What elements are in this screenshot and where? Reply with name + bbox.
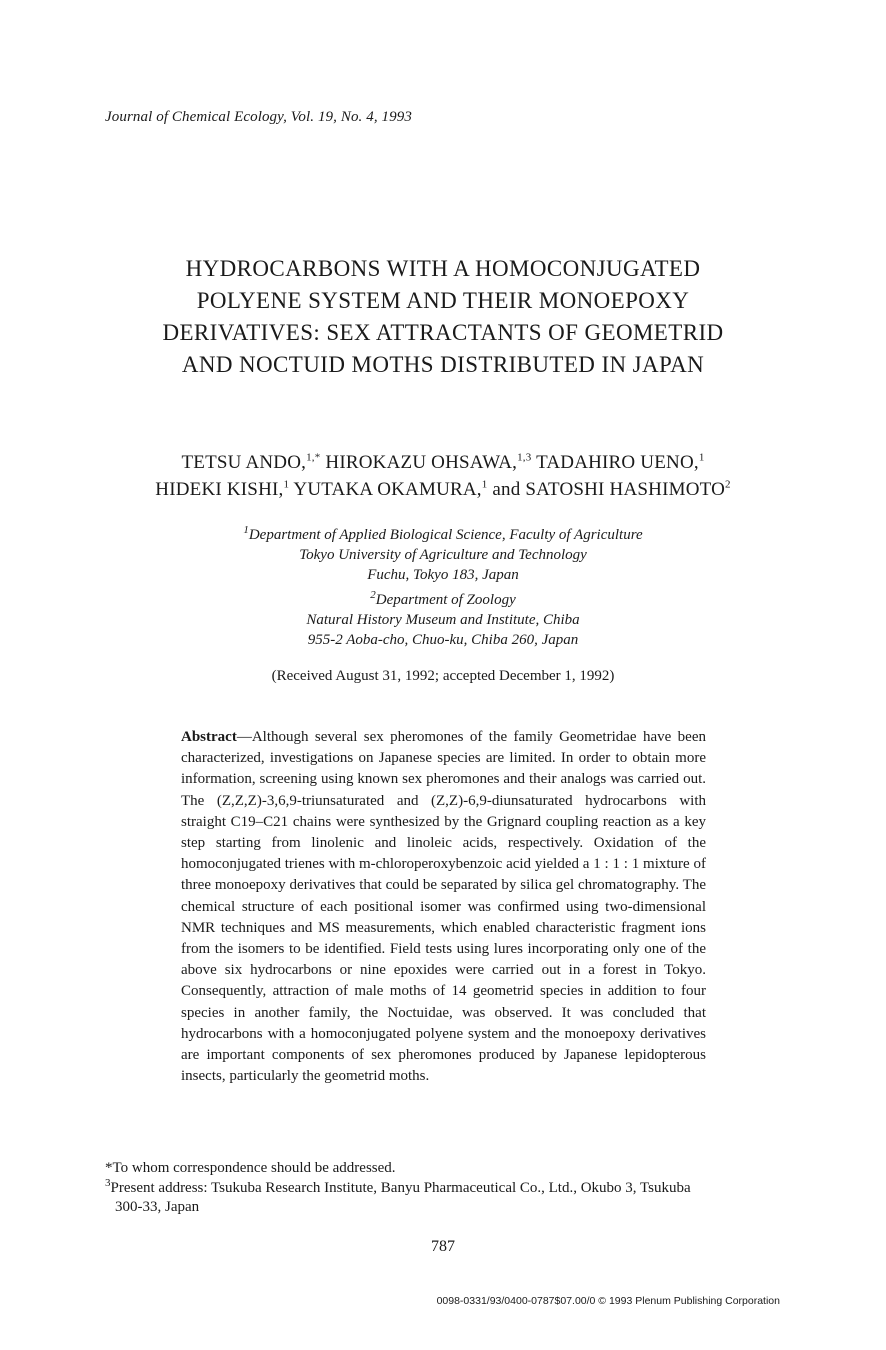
page-number: 787 bbox=[431, 1238, 455, 1255]
author-list bbox=[60, 449, 826, 503]
author-name: SATOSHI HASHIMOTO bbox=[525, 479, 725, 500]
affiliation-1-line-3: Fuchu, Tokyo 183, Japan bbox=[367, 567, 519, 583]
copyright-line: 0098-0331/93/0400-0787$07.00/0 © 1993 Plenum Publishing Corporation bbox=[436, 1295, 780, 1307]
title-line-3: DERIVATIVES: SEX ATTRACTANTS OF GEOMETRID bbox=[162, 320, 724, 345]
affiliation-2-line-1 bbox=[60, 590, 826, 610]
affiliation-2-line-3: 955-2 Aoba-cho, Chuo-ku, Chiba 260, Japan bbox=[307, 632, 579, 648]
affiliation-mark: 1 bbox=[243, 524, 249, 536]
footnote-present-address bbox=[105, 1176, 785, 1199]
affiliation-text: Department of Zoology bbox=[375, 592, 516, 608]
author-affiliation-mark: 2 bbox=[725, 478, 731, 491]
author-affiliation-mark: 1 bbox=[481, 478, 488, 491]
author-affiliation-mark: 1,3 bbox=[517, 451, 532, 464]
author-conjunction: and bbox=[492, 479, 521, 500]
affiliation-1-line-2: Tokyo University of Agriculture and Technology bbox=[299, 547, 587, 563]
footnote-correspondence bbox=[105, 1159, 785, 1179]
footnote-mark: 3 bbox=[105, 1176, 111, 1189]
footnote-text: Present address: Tsukuba Research Institute, Banyu Pharmaceutical Co., Ltd., Okubo 3, Tsukuba bbox=[110, 1179, 691, 1196]
affiliation-2-line-2: Natural History Museum and Institute, Chiba bbox=[306, 612, 580, 628]
footnote-mark: * bbox=[105, 1160, 113, 1176]
author-affiliation-mark: 1 bbox=[698, 451, 705, 464]
footnote-text: To whom correspondence should be addressed. bbox=[112, 1160, 396, 1176]
journal-citation: Journal of Chemical Ecology, Vol. 19, No. 4, 1993 bbox=[105, 109, 412, 125]
article-title bbox=[60, 253, 826, 381]
abstract bbox=[181, 727, 706, 1087]
footnote-present-address-cont: 300-33, Japan bbox=[115, 1199, 200, 1215]
author-name: HIDEKI KISHI, bbox=[155, 479, 284, 500]
abstract-label: Abstract bbox=[181, 729, 237, 745]
received-dates: (Received August 31, 1992; accepted December 1, 1992) bbox=[271, 668, 615, 684]
title-line-4: AND NOCTUID MOTHS DISTRIBUTED IN JAPAN bbox=[181, 352, 705, 377]
affiliation-mark: 2 bbox=[370, 589, 376, 601]
title-line-2: POLYENE SYSTEM AND THEIR MONOEPOXY bbox=[196, 288, 690, 313]
title-line-1: HYDROCARBONS WITH A HOMOCONJUGATED bbox=[185, 256, 701, 281]
affiliation-text: Department of Applied Biological Science, Faculty of Agriculture bbox=[248, 527, 643, 543]
author-line-2 bbox=[60, 476, 826, 503]
author-affiliation-mark: 1 bbox=[283, 478, 290, 491]
author-name: TADAHIRO UENO, bbox=[536, 452, 699, 473]
author-name: YUTAKA OKAMURA, bbox=[293, 479, 482, 500]
author-name: TETSU ANDO, bbox=[181, 452, 307, 473]
author-affiliation-mark: 1,* bbox=[306, 451, 321, 464]
footnotes bbox=[105, 1159, 785, 1218]
abstract-text: —Although several sex pheromones of the family Geometridae have been characterized, investigations on Japanese species are limited. In order to obtain more information, screening using known sex pheromones and their analogs was carried out. The (Z,Z,Z)-3,6,9-triunsaturated and (Z,Z)-6,9-diunsaturated hydrocarbons with straight C19–C21 chains were synthesized by the Grignard coupling reaction as a key step starting from linolenic and linoleic acids, respectively. Oxidation of the homoconjugated trienes with m-chloroperoxybenzoic acid yielded a 1 : 1 : 1 mixture of three monoepoxy derivatives that could be separated by silica gel chromatography. The chemical structure of each positional isomer was confirmed using two-dimensional NMR techniques and MS measurements, which enabled characteristic fragment ions from the isomers to be identified. Field tests using lures incorporating only one of the above six hydrocarbons or nine epoxides were carried out in a forest in Tokyo. Consequently, attraction of male moths of 14 geometrid species in addition to four species in another family, the Noctuidae, was observed. It was concluded that hydrocarbons with a homoconjugated polyene system and the monoepoxy derivatives are important components of sex pheromones produced by Japanese lepidopterous insects, particularly the geometrid moths. bbox=[181, 729, 706, 1085]
author-line-1 bbox=[60, 449, 826, 476]
author-name: HIROKAZU OHSAWA, bbox=[325, 452, 518, 473]
affiliation-1-line-1 bbox=[60, 525, 826, 545]
affiliations bbox=[60, 525, 826, 650]
